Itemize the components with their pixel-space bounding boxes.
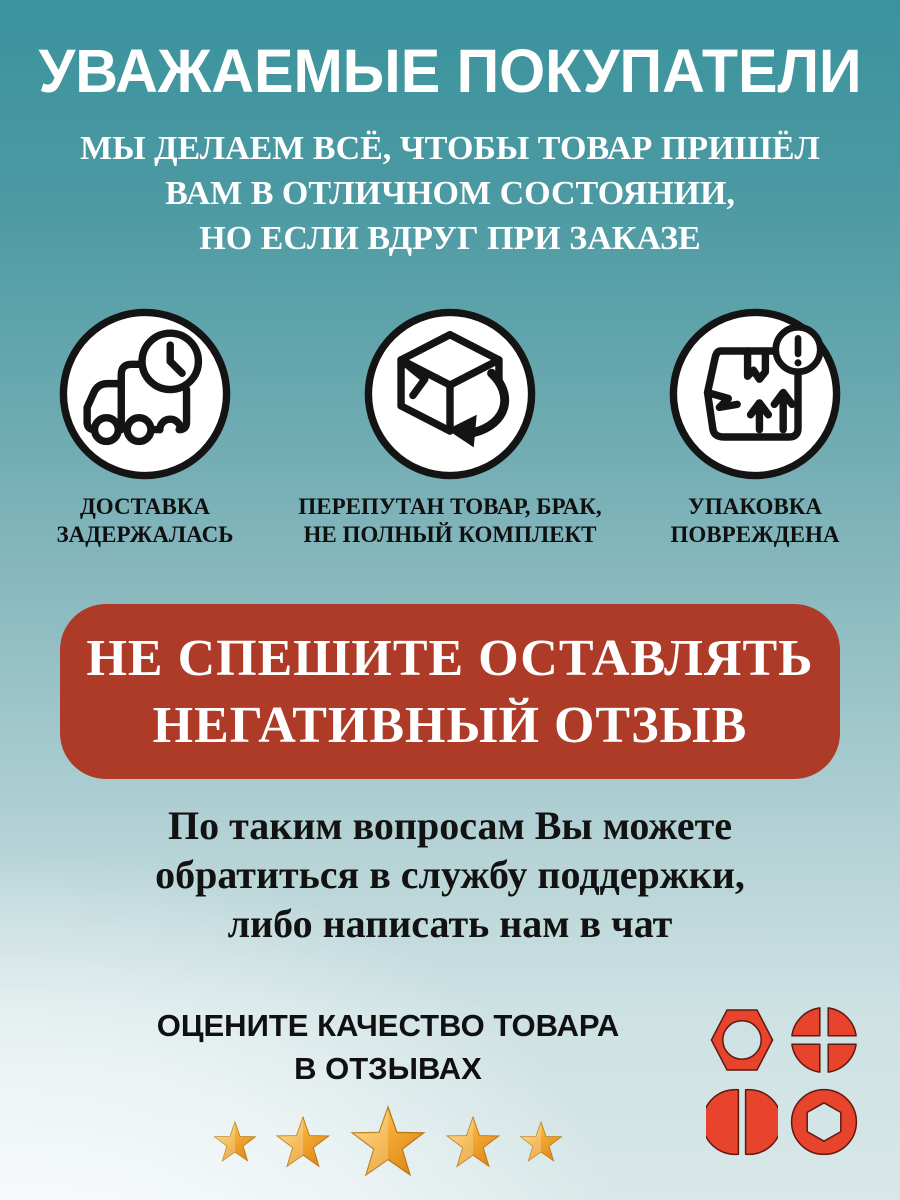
issue-caption-line: ПЕРЕПУТАН ТОВАР, БРАК, <box>298 494 602 519</box>
box-return-arrow-icon <box>361 305 539 483</box>
star-icon <box>348 1104 428 1185</box>
issue-caption-line: ЗАДЕРЖАЛАСЬ <box>56 522 234 547</box>
page-title: УВАЖАЕМЫЕ ПОКУПАТЕЛИ <box>38 37 862 105</box>
delivery-truck-clock-icon <box>56 305 234 483</box>
rate-quality-text <box>157 1004 619 1090</box>
banner-line: НЕ СПЕШИТЕ ОСТАВЛЯТЬ <box>86 629 814 687</box>
intro-line: МЫ ДЕЛАЕМ ВСЁ, ЧТОБЫ ТОВАР ПРИШЁЛ <box>80 130 820 167</box>
intro-text <box>0 126 900 261</box>
issues-row <box>0 305 900 549</box>
issue-damaged-packaging <box>610 305 900 549</box>
issue-caption-line: ПОВРЕЖДЕНА <box>670 522 840 547</box>
star-icon <box>274 1115 332 1175</box>
intro-line: ВАМ В ОТЛИЧНОМ СОСТОЯНИИ, <box>165 175 735 212</box>
hex-socket-head-icon <box>788 1086 860 1158</box>
support-line: обратиться в службу поддержки, <box>155 852 745 897</box>
support-text <box>0 801 900 948</box>
issue-caption-line: НЕ ПОЛНЫЙ КОМПЛЕКТ <box>303 522 597 547</box>
damaged-package-icon <box>666 305 844 483</box>
banner-line: НЕГАТИВНЫЙ ОТЗЫВ <box>152 696 748 754</box>
issue-wrong-item <box>290 305 610 549</box>
hex-nut-icon <box>706 1004 778 1076</box>
slotted-screw-head-icon <box>706 1086 778 1158</box>
issue-caption-line: ДОСТАВКА <box>79 494 211 519</box>
issue-caption <box>57 493 234 549</box>
rating-stars <box>212 1104 564 1185</box>
issue-caption <box>671 493 840 549</box>
star-icon <box>212 1120 258 1169</box>
rate-quality-line: В ОТЗЫВАХ <box>294 1051 482 1086</box>
issue-caption <box>298 493 601 549</box>
cross-screw-head-icon <box>788 1004 860 1076</box>
star-icon <box>518 1120 564 1169</box>
no-negative-review-banner <box>60 604 840 779</box>
rate-quality-line: ОЦЕНИТЕ КАЧЕСТВО ТОВАРА <box>156 1008 620 1043</box>
issue-caption-line: УПАКОВКА <box>687 494 822 519</box>
footer <box>0 1004 900 1185</box>
star-icon <box>444 1115 502 1175</box>
support-line: По таким вопросам Вы можете <box>168 803 732 848</box>
rate-quality-block <box>0 1004 706 1185</box>
issue-delivery-delayed <box>0 305 290 549</box>
support-line: либо написать нам в чат <box>227 901 673 946</box>
hardware-logo <box>706 1004 862 1158</box>
intro-line: НО ЕСЛИ ВДРУГ ПРИ ЗАКАЗЕ <box>199 220 701 257</box>
